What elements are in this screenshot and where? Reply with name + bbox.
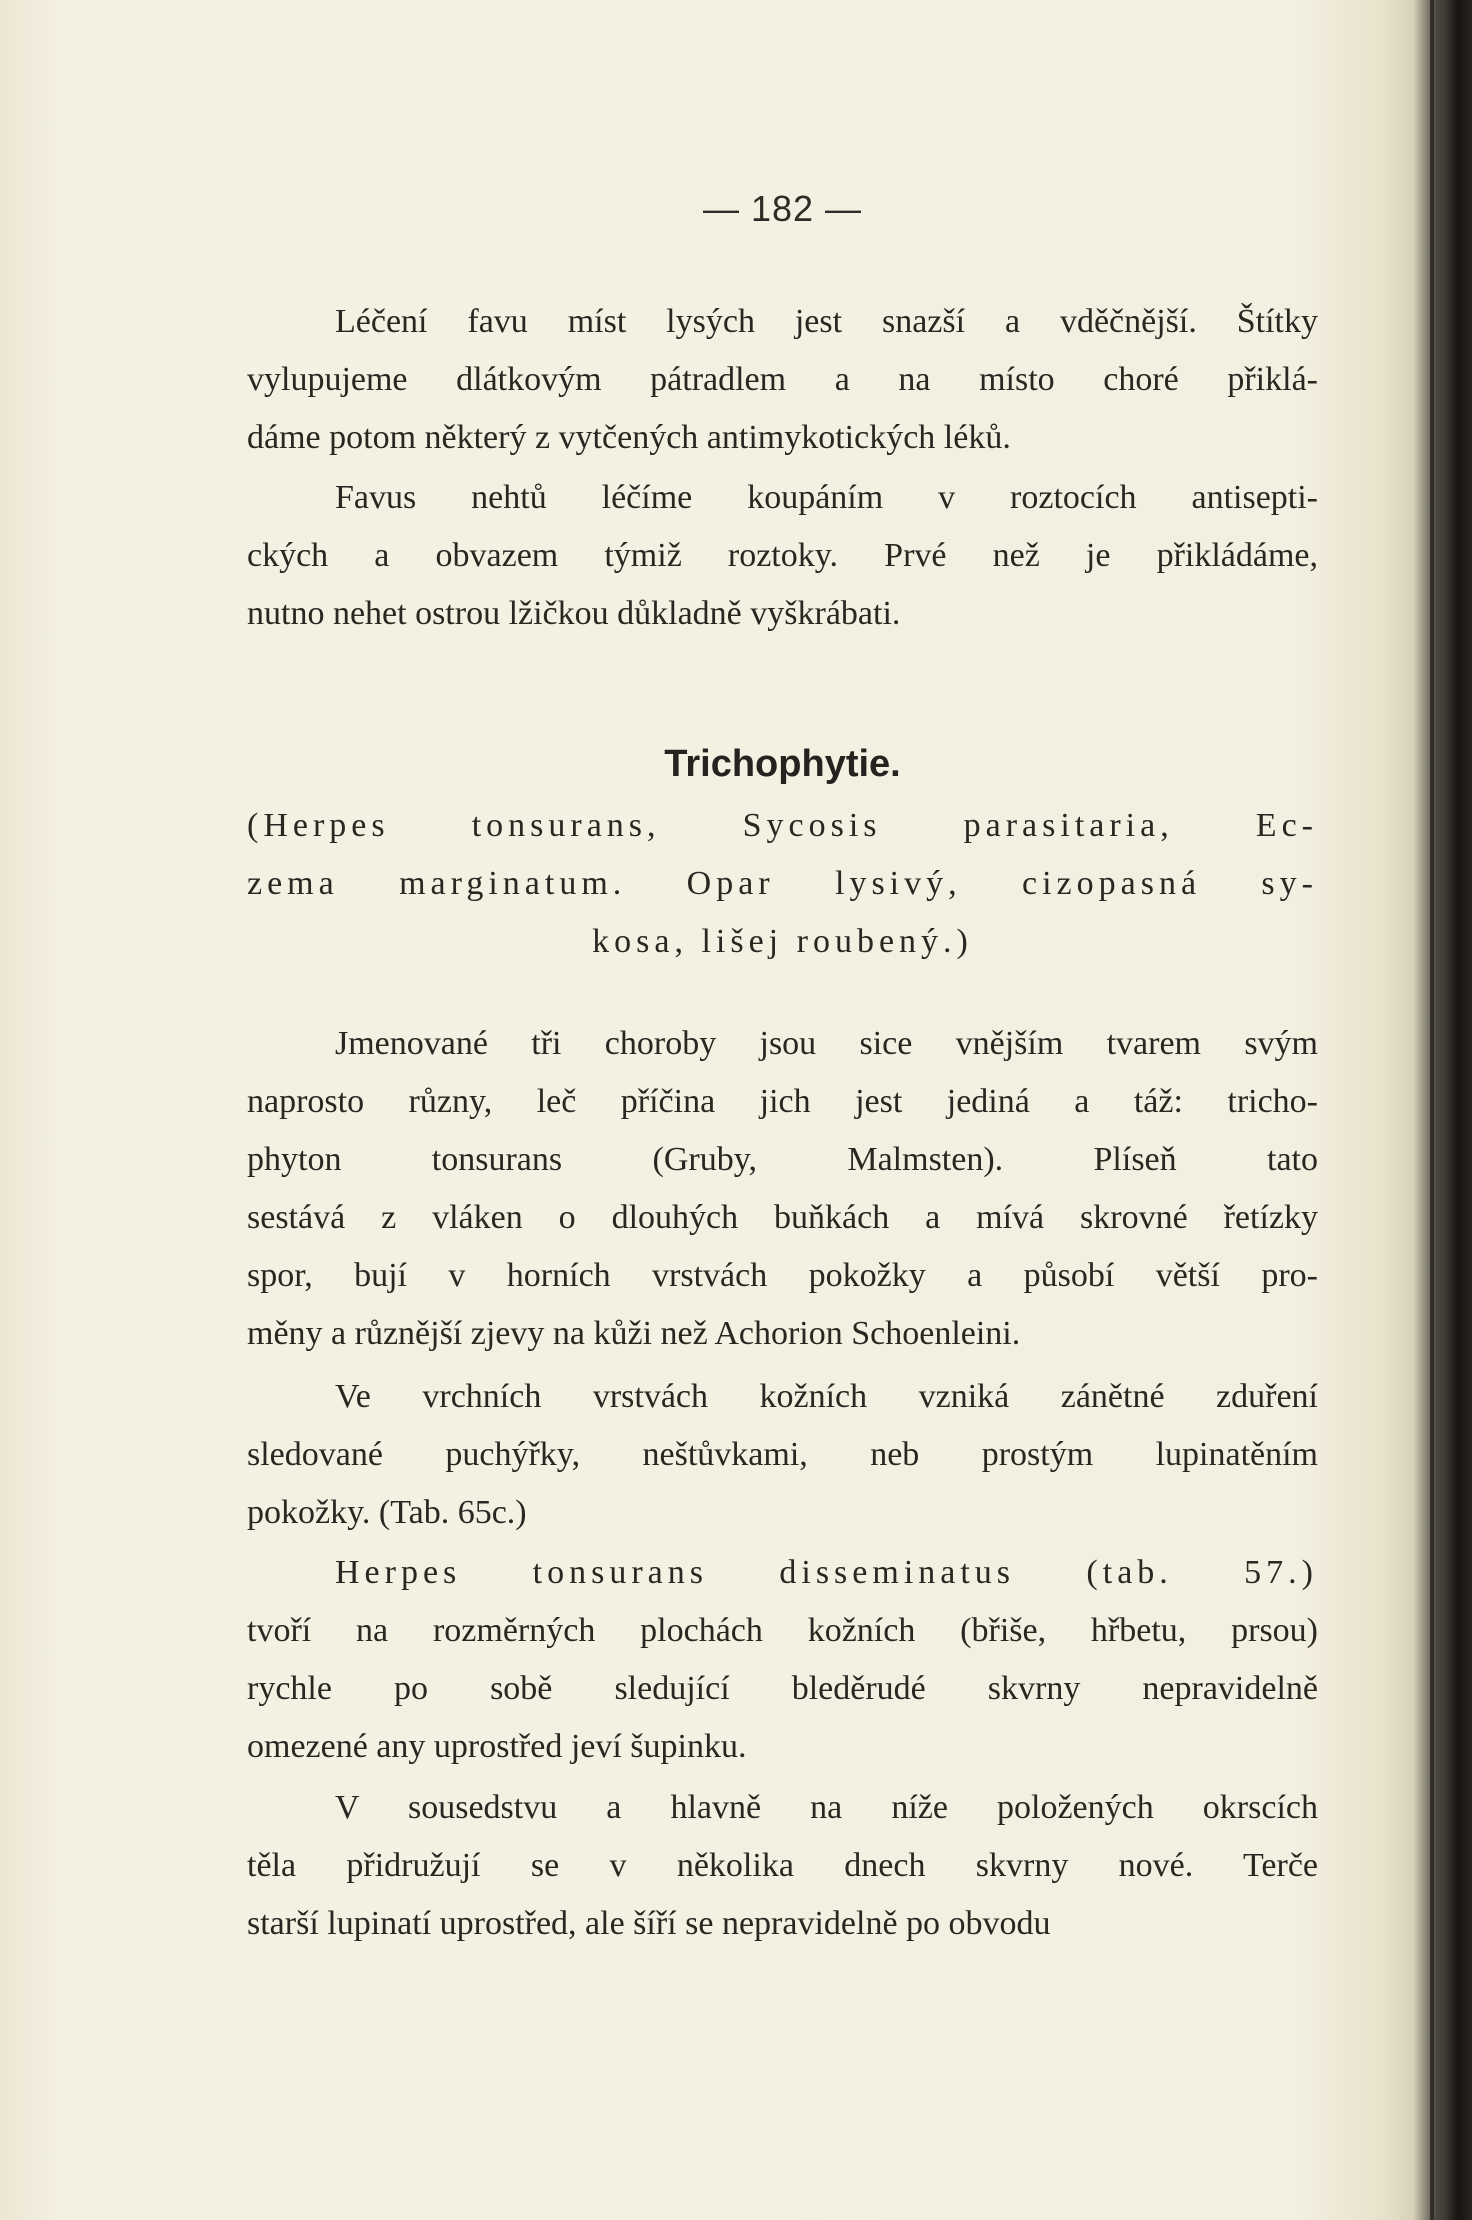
text-line: nutno nehet ostrou lžičkou důkladně vyškrábati.: [247, 595, 901, 632]
page-content: [247, 178, 1318, 1998]
text-line: pokožky. (Tab. 65c.): [247, 1494, 527, 1531]
text-line: dáme potom některý z vytčených antimykotických léků.: [247, 419, 1011, 456]
paragraph-2: [247, 469, 1318, 643]
section-title: Trichophytie.: [664, 743, 901, 785]
paragraph-6: [247, 1779, 1318, 1953]
text-line: Ve vrchních vrstvách kožních vzniká zánětné zduření: [335, 1378, 1318, 1415]
text-line: spor, bují v horních vrstvách pokožky a působí větší pro-: [247, 1257, 1318, 1294]
book-binding-edge: [1446, 0, 1472, 2220]
text-line: Léčení favu míst lysých jest snazší a vděčnější. Štítky: [335, 303, 1318, 340]
text-line: měny a různější zjevy na kůži než Achorion Schoenleini.: [247, 1315, 1021, 1352]
page-number: — 182 —: [702, 188, 863, 229]
text-line: sestává z vláken o dlouhých buňkách a mívá skrovné řetízky: [247, 1199, 1318, 1236]
text-line: rychle po sobě sledující bleděrudé skvrny nepravidelně: [247, 1670, 1318, 1707]
subtitle-line: kosa, lišej roubený.): [592, 923, 973, 960]
paragraph-3: [247, 1015, 1318, 1363]
text-line: sledované puchýřky, neštůvkami, neb prostým lupinatěním: [247, 1436, 1318, 1473]
text-line: Jmenované tři choroby jsou sice vnějším tvarem svým: [335, 1025, 1318, 1062]
text-line: starší lupinatí uprostřed, ale šíří se nepravidelně po obvodu: [247, 1905, 1051, 1942]
text-line: tvoří na rozměrných plochách kožních (břiše, hřbetu, prsou): [247, 1612, 1318, 1649]
text-line: phyton tonsurans (Gruby, Malmsten). Plíseň tato: [247, 1141, 1318, 1178]
paragraph-4: [247, 1368, 1318, 1542]
text-line: ckých a obvazem týmiž roztoky. Prvé než je přikládáme,: [247, 537, 1318, 574]
section-subtitle: [247, 797, 1318, 971]
paragraph-5: [247, 1544, 1318, 1776]
text-line: vylupujeme dlátkovým pátradlem a na místo choré přiklá-: [247, 361, 1318, 398]
text-line: naprosto různy, leč příčina jich jest jediná a táž: tricho-: [247, 1083, 1318, 1120]
subtitle-line: zema marginatum. Opar lysivý, cizopasná sy-: [247, 865, 1318, 902]
text-line: těla přidružují se v několika dnech skvrny nové. Terče: [247, 1847, 1318, 1884]
text-line: V sousedstvu a hlavně na níže položených okrscích: [335, 1789, 1318, 1826]
text-line: Herpes tonsurans disseminatus (tab. 57.): [335, 1554, 1318, 1591]
page-edge-shadow: [1430, 0, 1434, 2220]
text-line: Favus nehtů léčíme koupáním v roztocích antisepti-: [335, 479, 1318, 516]
subtitle-line: (Herpes tonsurans, Sycosis parasitaria, Ec-: [247, 807, 1318, 844]
text-line: omezené any uprostřed jeví šupinku.: [247, 1728, 747, 1765]
paragraph-1: [247, 293, 1318, 467]
